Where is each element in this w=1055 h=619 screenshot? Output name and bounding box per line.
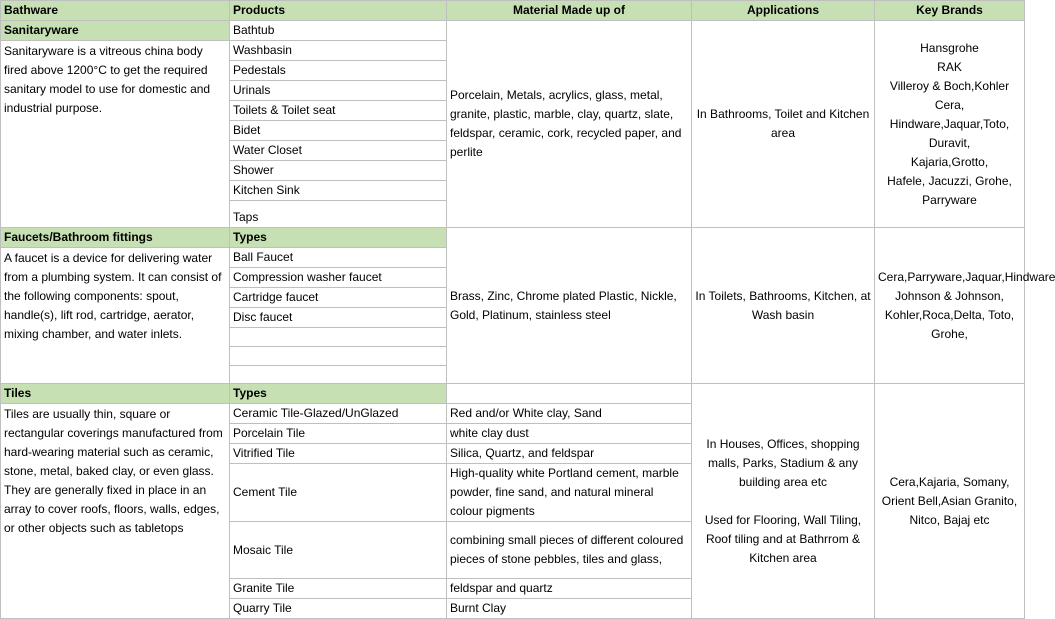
type-cell[interactable]: Ball Faucet [230,248,447,268]
type-cell[interactable] [230,328,447,347]
type-cell[interactable]: Compression washer faucet [230,268,447,288]
tiles-applications[interactable] [692,384,875,619]
type-cell[interactable]: Porcelain Tile [230,424,447,444]
material-cell[interactable]: Red and/or White clay, Sand [447,404,692,424]
tiles-applications-1: In Houses, Offices, shopping malls, Parks, Stadium & any building area etc [706,436,860,489]
type-cell[interactable]: Vitrified Tile [230,444,447,464]
tiles-description[interactable]: Tiles are usually thin, square or rectangular coverings manufactured from hard-wearing material such as ceramic, stone, metal, baked clay, or even glass. They are generally fixed in place in an array to cover roofs, floors, walls, edges, or other objects such as tabletops [1,404,230,619]
sanitaryware-brands[interactable] [875,21,1025,228]
header-material[interactable]: Material Made up of [447,1,692,21]
faucets-brands[interactable]: Cera,Parryware,Jaquar,Hindware Johnson & Johnson, Kohler,Roca,Delta, Toto, Grohe, [875,228,1025,384]
tiles-row [1,384,1025,404]
product-cell[interactable]: Bathtub [230,21,447,41]
tiles-brands[interactable]: Cera,Kajaria, Somany, Orient Bell,Asian Granito, Nitco, Bajaj etc [875,384,1025,619]
type-cell[interactable]: Cartridge faucet [230,288,447,308]
brand-line: RAK [937,59,962,74]
material-cell[interactable]: High-quality white Portland cement, marble powder, fine sand, and natural mineral colour pigments [447,464,692,522]
material-cell[interactable]: white clay dust [447,424,692,444]
faucets-material[interactable]: Brass, Zinc, Chrome plated Plastic, Nickle, Gold, Platinum, stainless steel [447,228,692,384]
type-cell[interactable]: Cement Tile [230,464,447,522]
product-cell[interactable]: Washbasin [230,41,447,61]
sanitaryware-material[interactable]: Porcelain, Metals, acrylics, glass, metal, granite, plastic, marble, clay, quartz, slate, feldspar, ceramic, cork, recycled paper, and perlite [447,21,692,228]
product-cell[interactable]: Water Closet [230,141,447,161]
faucets-description[interactable]: A faucet is a device for delivering water from a plumbing system. It can consist of the following components: spout, handle(s), lift rod, cartridge, aerator, mixing chamber, and water inlets. [1,248,230,384]
faucets-title[interactable]: Faucets/Bathroom fittings [1,228,230,248]
material-cell[interactable] [447,384,692,404]
product-cell[interactable]: Taps [230,201,447,228]
tiles-title[interactable]: Tiles [1,384,230,404]
tiles-applications-2: Used for Flooring, Wall Tiling, Roof tiling and at Bathrrom & Kitchen area [704,512,862,565]
type-cell[interactable]: Ceramic Tile-Glazed/UnGlazed [230,404,447,424]
brand-line: Kajaria,Grotto, [910,154,989,169]
sanitaryware-applications[interactable]: In Bathrooms, Toilet and Kitchen area [692,21,875,228]
product-cell[interactable]: Toilets & Toilet seat [230,101,447,121]
brand-line: Duravit, [928,135,971,150]
header-brands[interactable]: Key Brands [875,1,1025,21]
header-applications[interactable]: Applications [692,1,875,21]
product-cell[interactable]: Pedestals [230,61,447,81]
header-products[interactable]: Products [230,1,447,21]
type-cell[interactable]: Mosaic Tile [230,522,447,579]
sanitaryware-title[interactable]: Sanitaryware [1,21,230,41]
type-cell[interactable]: Disc faucet [230,308,447,328]
header-row [1,1,1025,21]
material-cell[interactable]: feldspar and quartz [447,579,692,599]
product-cell[interactable]: Kitchen Sink [230,181,447,201]
brand-line: Parryware [922,192,977,207]
material-cell[interactable]: combining small pieces of different coloured pieces of stone pebbles, tiles and glass, [447,522,692,579]
brand-line: Cera, [934,97,965,112]
header-bathware[interactable]: Bathware [1,1,230,21]
brand-line: Hafele, Jacuzzi, Grohe, [887,173,1012,188]
type-cell[interactable]: Quarry Tile [230,599,447,619]
product-cell[interactable]: Bidet [230,121,447,141]
tiles-types-header[interactable]: Types [230,384,447,404]
brand-line: Hansgrohe [920,40,979,55]
faucets-row [1,228,1025,248]
faucets-types-header[interactable]: Types [230,228,447,248]
product-cell[interactable]: Shower [230,161,447,181]
brand-line: Hindware,Jaquar,Toto, [889,116,1010,131]
sanitaryware-description[interactable]: Sanitaryware is a vitreous china body fired above 1200°C to get the required sanitary model to use for domestic and industrial purpose. [1,41,230,228]
faucets-applications[interactable]: In Toilets, Bathrooms, Kitchen, at Wash basin [692,228,875,384]
material-cell[interactable]: Silica, Quartz, and feldspar [447,444,692,464]
sanitaryware-row [1,21,1025,41]
material-cell[interactable]: Burnt Clay [447,599,692,619]
type-cell[interactable]: Granite Tile [230,579,447,599]
product-cell[interactable]: Urinals [230,81,447,101]
brand-line: Villeroy & Boch,Kohler [889,78,1010,93]
type-cell[interactable] [230,347,447,366]
type-cell[interactable] [230,366,447,384]
